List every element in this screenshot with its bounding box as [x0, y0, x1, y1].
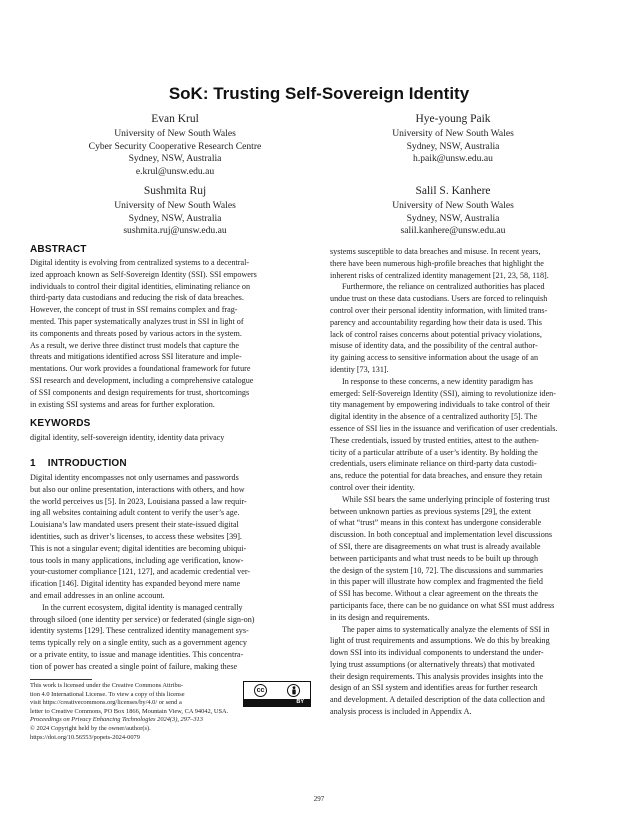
- text-line: © 2024 Copyright held by the owner/author(s).: [30, 724, 151, 732]
- section-title: INTRODUCTION: [47, 458, 127, 469]
- author-location: Sydney, NSW, Australia: [128, 153, 222, 165]
- text-line: Furthermore, the reliance on centralized authorities has placed: [342, 282, 545, 292]
- section-heading: [30, 458, 310, 469]
- author-location: Sydney, NSW, Australia: [128, 212, 222, 224]
- text-line: of SSI has become. Without a clear agreement on the threats the: [330, 589, 538, 599]
- page-number: 297: [313, 795, 325, 803]
- introduction-section: [30, 458, 310, 673]
- text-line: individuals to control their digital identities, eliminating reliance on: [30, 281, 251, 291]
- text-line: Digital identity is evolving from centralized systems to a decentral-: [30, 258, 250, 267]
- person-icon: [287, 684, 300, 697]
- text-line: design of an SSI system and identifies areas for further research: [330, 683, 538, 693]
- text-line: ity gaining access to sensitive information about the usage of an: [330, 353, 539, 363]
- text-line: In the current ecosystem, digital identity is managed centrally: [42, 602, 243, 612]
- text-line: its components and threats posed by various actors in the system.: [30, 328, 242, 338]
- author-affiliation: University of New South Wales: [114, 200, 236, 211]
- keywords-text: digital identity, self-sovereign identity, identity data privacy: [30, 433, 225, 442]
- text-line: threats and mitigations identified across SSI literature and imple-: [30, 352, 242, 362]
- author-email: e.krul@unsw.edu.au: [135, 165, 215, 177]
- text-line: control over their personal identity information, with limited trans-: [330, 305, 548, 315]
- text-line: there have been numerous high-profile breaches that highlight the: [330, 258, 544, 268]
- text-line: your-customer compliance [121, 127], and academic credential ver-: [30, 567, 251, 577]
- text-line: discussion. In both conceptual and implementation level discussions: [330, 530, 553, 540]
- text-line: third-party data custodians and reducing the risk of data breaches.: [30, 293, 244, 303]
- text-line: In response to these concerns, a new identity paradigm has: [342, 376, 533, 386]
- text-line: of SSI, there are disagreements on what trust is already available: [330, 541, 541, 551]
- author-affiliation: University of New South Wales: [392, 200, 514, 211]
- text-line: Proceedings on Privacy Enhancing Technologies 2024(3), 297–313: [30, 716, 203, 724]
- author-email: salil.kanhere@unsw.edu.au: [400, 225, 506, 237]
- text-line: tity management by empowering individuals to take control of their: [330, 400, 550, 410]
- section-number: 1: [30, 458, 36, 469]
- author-email: h.paik@unsw.edu.au: [413, 153, 493, 165]
- text-line: in this paper will illustrate how complex and fragmented the field: [330, 577, 543, 587]
- text-line: and email addresses in an online account.: [30, 590, 165, 600]
- text-line: identities, such as driver’s licenses, to access these websites [39].: [30, 531, 242, 541]
- text-line: mentations. Our work provides a foundational framework for future: [30, 364, 251, 374]
- paragraph: [30, 472, 310, 602]
- text-line: their design requirements. This analysis provides insights into the: [330, 671, 544, 681]
- text-line: Louisiana’s law mandated users present their state-issued digital: [30, 520, 239, 530]
- text-line: visit https://creativecommons.org/licenses/by/4.0/ or send a: [30, 699, 182, 707]
- text-line: tous tools in many applications, including age verification, know-: [30, 555, 244, 565]
- text-line: tion 4.0 International License. To view a copy of this license: [30, 690, 185, 698]
- text-line: credentials, users eliminate reliance on third-party data custodi-: [330, 459, 537, 469]
- author-block: [318, 184, 588, 238]
- text-line: in existing SSI systems and areas for further exploration.: [30, 399, 215, 409]
- paragraph: [330, 376, 610, 494]
- text-line: mented. This paper systematically analyzes trust in SSI in light of: [30, 316, 244, 326]
- text-line: of what “trust” means in this context has undergone considerable: [330, 518, 542, 528]
- author-email: sushmita.ruj@unsw.edu.au: [123, 225, 227, 237]
- text-line: As a result, we derive three distinct trust models that capture the: [30, 340, 239, 350]
- text-line: lack of control raises concerns about potential privacy violations,: [330, 329, 542, 339]
- author-name: Salil S. Kanhere: [415, 185, 491, 197]
- text-line: analysis process is included in Appendix A.: [330, 707, 472, 717]
- text-line: ized approach known as Self-Sovereign Identity (SSI). SSI empowers: [30, 269, 257, 279]
- text-line: between unknown parties as previous systems [29], the extent: [330, 506, 532, 516]
- text-line: through siloed (one identity per service) or federated (single sign-on): [30, 614, 255, 624]
- text-line: SSI research and development, including a comprehensive catalogue: [30, 375, 254, 385]
- text-line: misuse of identity data, and the possibility of the central author-: [330, 341, 538, 351]
- text-line: ticity of a particular attribute of a user’s identity. By holding the: [330, 447, 538, 457]
- text-line: or a private entity, to issue and manage identities. This concentra-: [30, 649, 244, 659]
- paragraph: [30, 602, 310, 673]
- text-line: Digital identity encompasses not only usernames and passwords: [30, 473, 239, 482]
- abstract-heading: ABSTRACT: [30, 244, 87, 255]
- author-block: [40, 184, 310, 238]
- text-line: light of trust requirements and assumptions. We do this by breaking: [330, 636, 550, 646]
- text-line: tems typically rely on a single entity, such as a government agency: [30, 638, 247, 648]
- text-line: letter to Creative Commons, PO Box 1866, Mountain View, CA 94042, USA.: [30, 707, 229, 715]
- text-line: https://doi.org/10.56553/popets-2024-0079: [30, 733, 140, 741]
- right-column-text: [330, 246, 610, 718]
- paragraph: [330, 246, 610, 281]
- author-block: [318, 112, 588, 166]
- text-line: the world perceives us [5]. In 2023, Louisiana passed a law requir-: [30, 496, 247, 506]
- text-line: emerged: Self-Sovereign Identity (SSI), aiming to revolutionize iden-: [330, 388, 556, 398]
- text-line: participants face, there can be no guidance on what SSI must address: [330, 600, 555, 610]
- author-affiliation: University of New South Wales: [392, 128, 514, 139]
- paper-title: SoK: Trusting Self-Sovereign Identity: [168, 84, 470, 103]
- text-line: identity systems [129]. These centralized identity management sys-: [30, 626, 249, 636]
- author-affiliation: Cyber Security Cooperative Research Centre: [88, 140, 262, 152]
- abstract-text: [30, 257, 310, 410]
- text-line: in its design and requirements.: [330, 612, 430, 622]
- keywords-section: [30, 418, 310, 444]
- cc-icon: cc: [254, 684, 267, 697]
- author-location: Sydney, NSW, Australia: [406, 212, 500, 224]
- footnote-rule: [30, 679, 92, 680]
- text-line: systems susceptible to data breaches and misuse. In recent years,: [330, 247, 541, 256]
- text-line: between participants and what trust needs to be built up through: [330, 553, 539, 563]
- paragraph: [330, 624, 610, 718]
- text-line: and development. A detailed description of the data collection and: [330, 695, 545, 705]
- text-line: identity [73, 131].: [330, 364, 389, 374]
- text-line: essence of SSI lies in the issuance and verification of user credentials.: [330, 423, 558, 433]
- author-name: Sushmita Ruj: [143, 185, 207, 197]
- text-line: This is not a singular event; digital identities are becoming ubiqui-: [30, 543, 247, 553]
- text-line: but also our online presentation, interactions with others, and how: [30, 484, 245, 494]
- text-line: However, the concept of trust in SSI remains complex and frag-: [30, 305, 238, 315]
- text-line: control over their identity.: [330, 482, 415, 492]
- paragraph: [330, 494, 610, 624]
- paragraph: [330, 281, 610, 375]
- text-line: parency and accountability regarding how their data is used. This: [330, 317, 542, 327]
- text-line: down SSI into its individual components to understand the under-: [330, 648, 544, 658]
- badge-label: BY: [244, 699, 310, 706]
- author-name: Evan Krul: [151, 113, 199, 125]
- text-line: inherent risks of centralized identity management [21, 23, 58, 118].: [330, 270, 549, 280]
- text-line: undue trust on these data custodians. Users are forced to relinquish: [330, 294, 548, 304]
- text-line: the design of the system [10, 72]. The discussions and summaries: [330, 565, 543, 575]
- text-line: of SSI components and design requirements for trust, shortcomings: [30, 387, 250, 397]
- keywords-heading: KEYWORDS: [30, 418, 91, 429]
- author-block: [40, 112, 310, 178]
- abstract-section: [30, 244, 310, 410]
- text-line: This work is licensed under the Creative Commons Attribu-: [30, 682, 183, 689]
- text-line: lying trust assumptions (or alternatively threats) that motivated: [330, 659, 535, 669]
- text-line: digital identity in the absence of a centralized authority [5]. The: [330, 412, 538, 422]
- text-line: While SSI bears the same underlying principle of fostering trust: [342, 494, 550, 504]
- text-line: These credentials, issued by trusted entities, attest to the authen-: [330, 435, 539, 445]
- author-affiliation: University of New South Wales: [114, 128, 236, 139]
- text-line: tion of power has created a single point of failure, making these: [30, 661, 238, 671]
- text-line: The paper aims to systematically analyze the elements of SSI in: [342, 624, 550, 634]
- cc-by-license-badge[interactable]: [243, 681, 311, 707]
- text-line: ans, reduce the potential for data breaches, and ensure they retain: [330, 471, 543, 481]
- author-location: Sydney, NSW, Australia: [406, 140, 500, 152]
- text-line: ification [146]. Digital identity has expanded beyond mere name: [30, 579, 241, 589]
- author-name: Hye-young Paik: [415, 113, 491, 125]
- text-line: ing all websites containing adult content to verify the user’s age.: [30, 508, 240, 518]
